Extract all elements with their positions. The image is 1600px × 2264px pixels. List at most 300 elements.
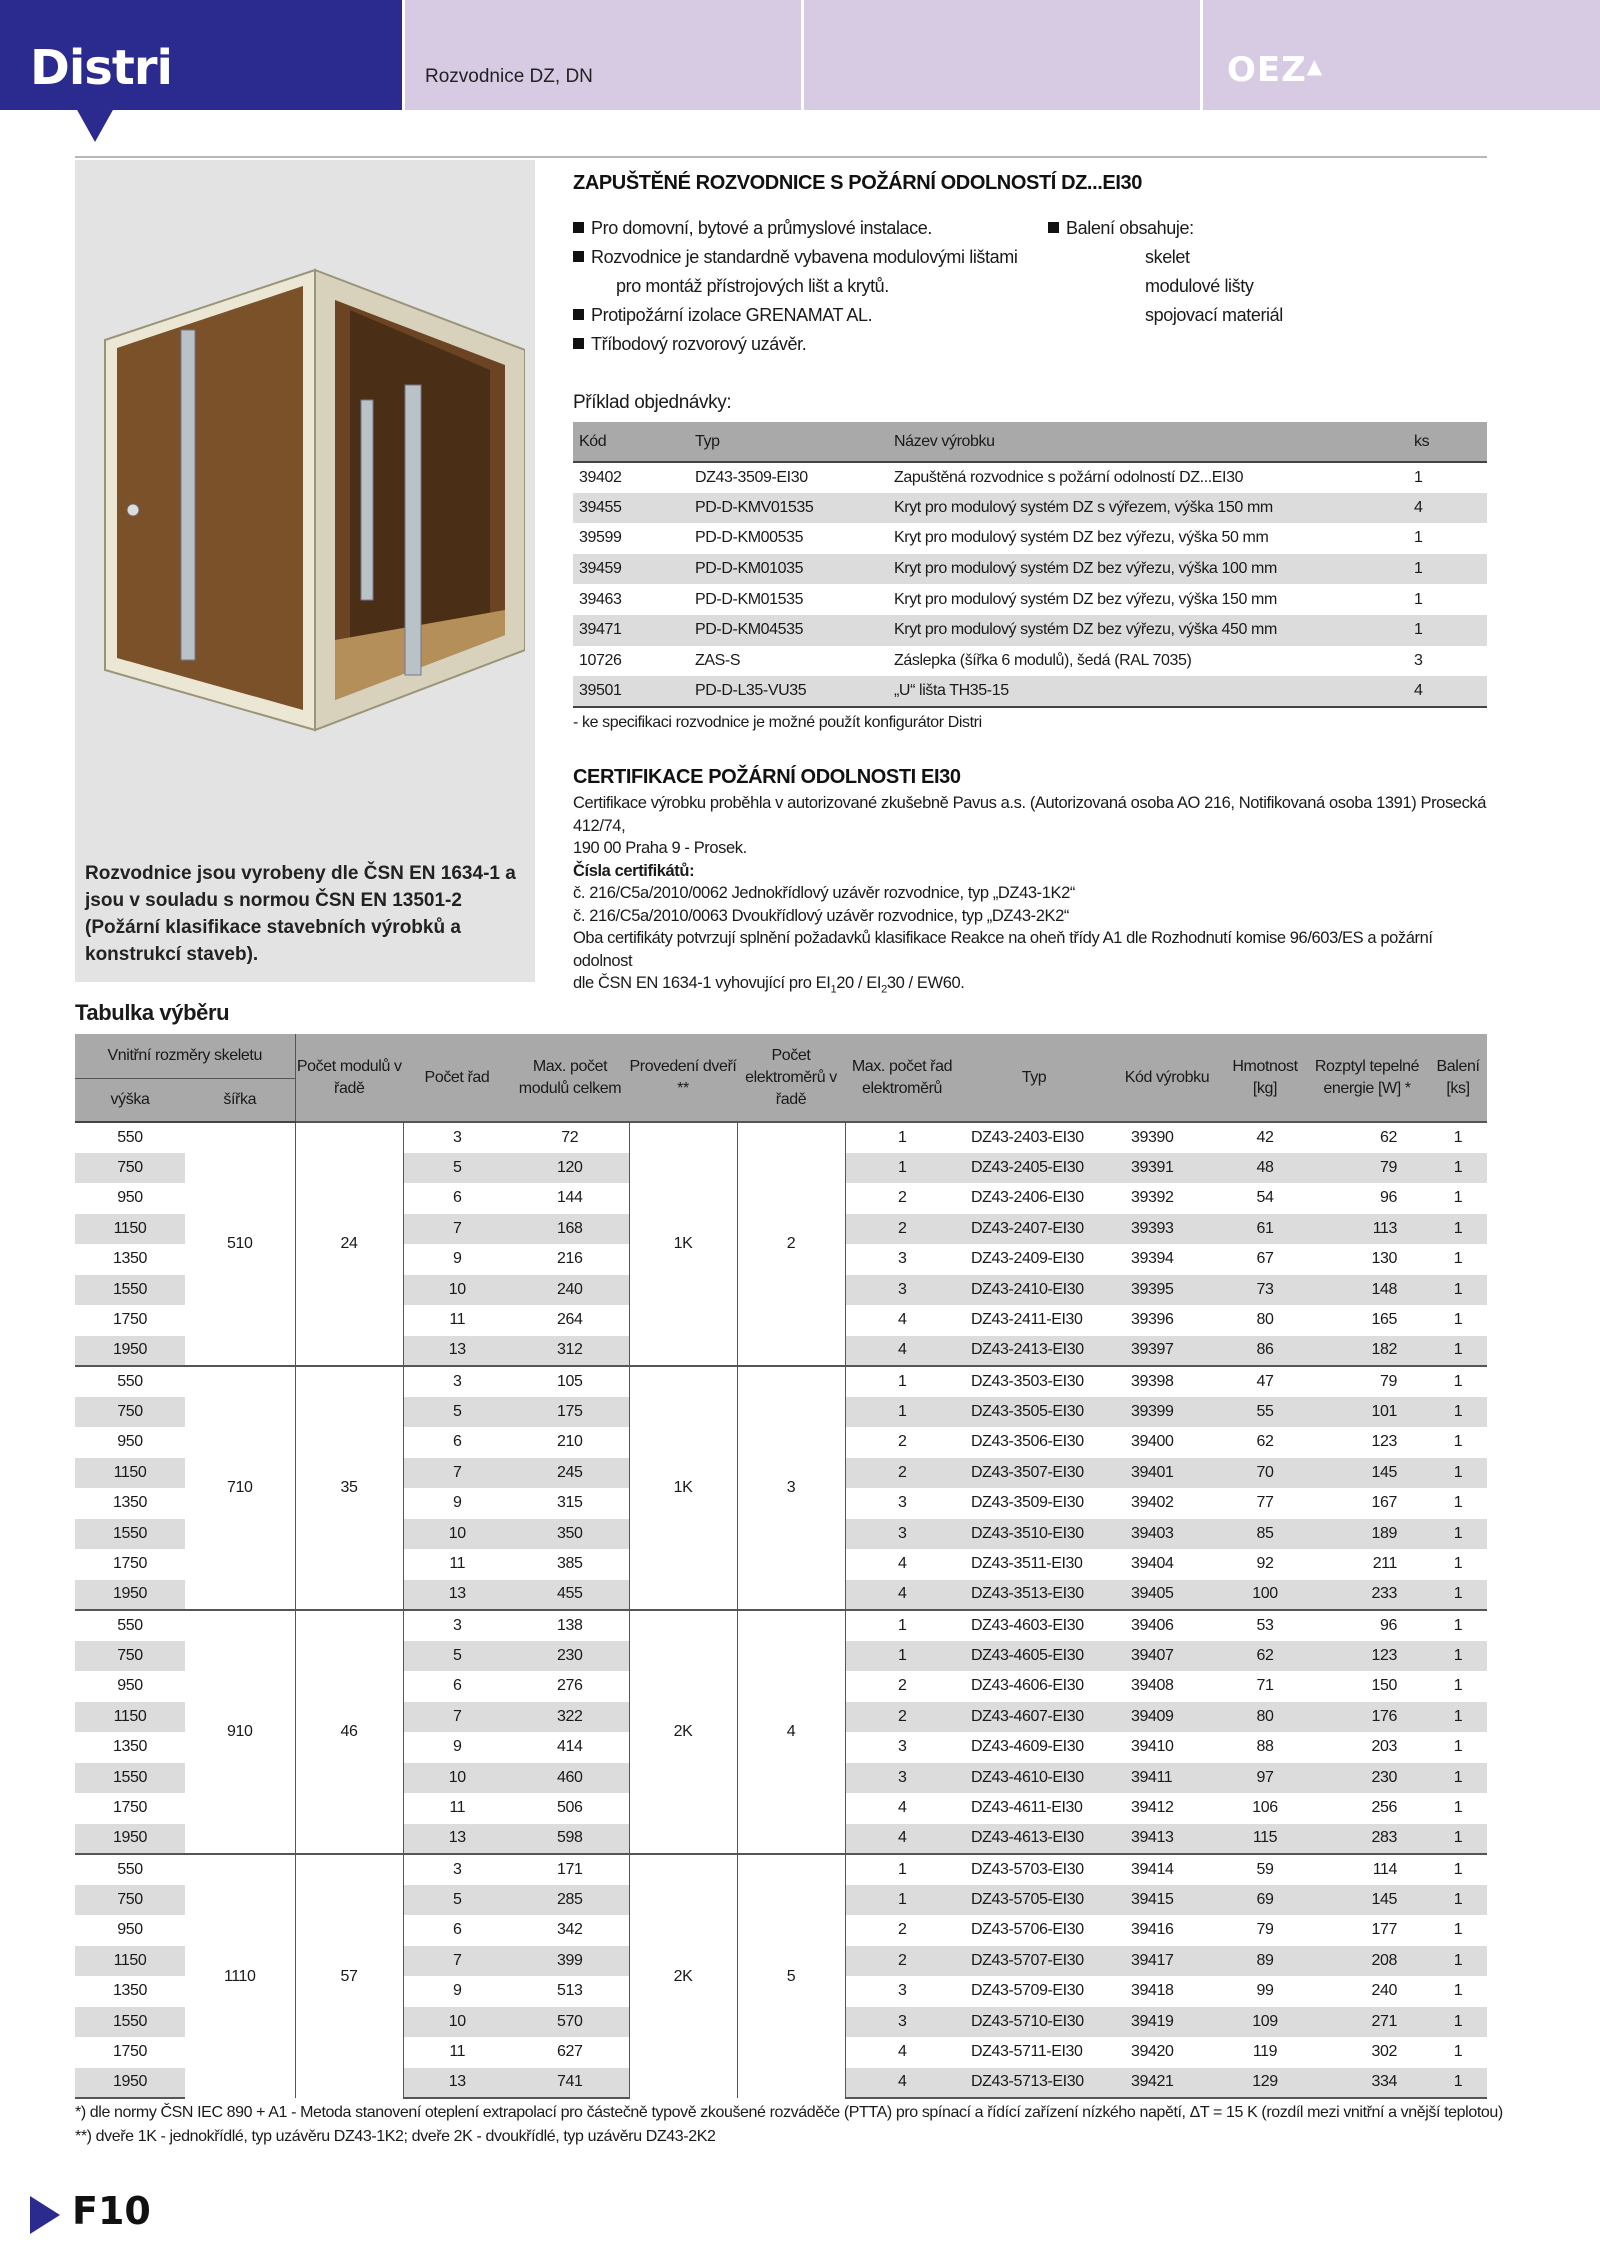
- table-cell: 3: [845, 2007, 959, 2038]
- table-cell: 302: [1371, 2043, 1397, 2061]
- table-cell: 5: [403, 1641, 511, 1672]
- table-cell: DZ43-2405-EI30: [959, 1153, 1109, 1184]
- header-arrow-icon: [76, 108, 114, 142]
- table-cell: 510: [185, 1122, 295, 1366]
- table-cell: 96: [1380, 1189, 1397, 1207]
- cert-text: [573, 792, 1493, 1001]
- table-cell: Záslepka (šířka 6 modulů), šedá (RAL 7035): [894, 651, 1192, 669]
- table-cell: 1: [1429, 1854, 1487, 1885]
- list-item: modulové lišty: [1145, 276, 1254, 296]
- table-cell: DZ43-5706-EI30: [971, 1921, 1084, 1939]
- table-cell: 9: [453, 1494, 462, 1512]
- table-cell: 79: [1305, 1366, 1429, 1397]
- table-cell: 233: [1305, 1580, 1429, 1611]
- din-rail: [405, 385, 421, 675]
- table-cell: 550: [75, 1854, 185, 1885]
- table-cell: 1K: [629, 1122, 737, 1366]
- table-cell: 42: [1225, 1122, 1305, 1153]
- table-cell: 385: [557, 1555, 583, 1573]
- table-cell: 506: [557, 1799, 583, 1817]
- table-cell: DZ43-3511-EI30: [971, 1555, 1083, 1573]
- table-cell: 1: [1453, 1311, 1463, 1329]
- footnote: *) dle normy ČSN IEC 890 + A1 - Metoda stanovení oteplení extrapolací pro částečně typově zkoušené rozváděče (PTTA) pro spínací a řídící zařízení nízkého napětí, ΔT = 15 K (rozdíl mezi vnitřní a vnější teplotou): [75, 2104, 1503, 2121]
- table-cell: 177: [1371, 1921, 1397, 1939]
- table-cell: 1: [845, 1610, 959, 1641]
- table-cell: 39398: [1109, 1366, 1225, 1397]
- table-cell: 67: [1256, 1250, 1274, 1268]
- table-cell: 3: [403, 1366, 511, 1397]
- table-cell: 1: [1453, 1433, 1463, 1451]
- table-cell: 47: [1225, 1366, 1305, 1397]
- column-header: Počet modulů v řadě: [295, 1034, 403, 1122]
- table-cell: 5: [403, 1153, 511, 1184]
- order-label: Příklad objednávky:: [573, 392, 732, 413]
- table-cell: 1: [1429, 1763, 1487, 1794]
- table-cell: 138: [511, 1610, 629, 1641]
- table-cell: 182: [1305, 1336, 1429, 1367]
- din-rail: [181, 330, 195, 660]
- table-cell: 100: [1225, 1580, 1305, 1611]
- header-logo-block: [1203, 0, 1600, 110]
- table-cell: 1: [1429, 1122, 1487, 1153]
- table-cell: 130: [1371, 1250, 1397, 1268]
- table-cell: 1150: [75, 1702, 185, 1733]
- table-cell: 950: [117, 1433, 143, 1451]
- table-cell: 2: [898, 1921, 907, 1939]
- column-header: Provedení dveří **: [629, 1034, 737, 1122]
- table-cell: 189: [1305, 1519, 1429, 1550]
- table-cell: 1: [1414, 529, 1423, 547]
- table-cell: 6: [453, 1677, 462, 1695]
- table-cell: 203: [1371, 1738, 1397, 1756]
- table-cell: 176: [1305, 1702, 1429, 1733]
- table-row: [573, 554, 1487, 585]
- table-cell: 145: [1305, 1458, 1429, 1489]
- table-cell: 62: [1225, 1641, 1305, 1672]
- table-cell: 13: [403, 1336, 511, 1367]
- table-cell: „U“ lišta TH35-15: [888, 676, 1408, 707]
- table-cell: 113: [1305, 1214, 1429, 1245]
- table-cell: DZ43-4613-EI30: [959, 1824, 1109, 1855]
- table-cell: 7: [403, 1702, 511, 1733]
- table-cell: 61: [1225, 1214, 1305, 1245]
- table-cell: 39407: [1109, 1641, 1225, 1672]
- column-header: Max. počet řad elektroměrů: [845, 1034, 959, 1122]
- table-cell: 1: [1453, 1189, 1463, 1207]
- table-cell: 1950: [75, 1824, 185, 1855]
- column-header: Rozptyl tepelné energie [W] *: [1305, 1034, 1429, 1122]
- table-cell: 1350: [113, 1982, 147, 2000]
- table-cell: 1: [1453, 1799, 1463, 1817]
- table-cell: 1: [1429, 1946, 1487, 1977]
- table-cell: 1: [1453, 1555, 1463, 1573]
- package-label: Balení obsahuje:: [1048, 214, 1348, 243]
- table-cell: DZ43-2406-EI30: [971, 1189, 1084, 1207]
- table-cell: PD-D-KM04535: [689, 615, 888, 646]
- table-cell: 11: [449, 1799, 466, 1817]
- cert-line: č. 216/C5a/2010/0063 Dvoukřídlový uzávěr rozvodnice, typ „DZ43-2K2“: [573, 906, 1069, 925]
- table-cell: 13: [403, 2068, 511, 2099]
- table-cell: Kryt pro modulový systém DZ bez výřezu, výška 450 mm: [888, 615, 1408, 646]
- cert-title: CERTIFIKACE POŽÁRNÍ ODOLNOSTI EI30: [573, 766, 961, 788]
- table-cell: Kryt pro modulový systém DZ s výřezem, výška 150 mm: [888, 493, 1408, 524]
- list-item: spojovací materiál: [1145, 305, 1283, 325]
- table-cell: DZ43-4603-EI30: [959, 1610, 1109, 1641]
- table-cell: 39416: [1131, 1921, 1174, 1939]
- table-cell: 4: [898, 1311, 907, 1329]
- column-header: Vnitřní rozměry skeletu: [75, 1034, 295, 1078]
- table-cell: 39403: [1109, 1519, 1225, 1550]
- table-cell: 2: [845, 1946, 959, 1977]
- table-cell: 256: [1371, 1799, 1397, 1817]
- table-cell: 240: [511, 1275, 629, 1306]
- table-cell: ZAS-S: [695, 651, 741, 669]
- cert-line: Oba certifikáty potvrzují splnění požadavků klasifikace Reakce na oheň třídy A1 dle Rozhodnutí komise 96/603/ES a požární odolnost: [573, 929, 1433, 970]
- table-cell: 598: [511, 1824, 629, 1855]
- table-cell: 35: [295, 1366, 403, 1610]
- table-cell: 6: [453, 1433, 462, 1451]
- table-cell: 3: [403, 1610, 511, 1641]
- column-header: výška: [75, 1078, 185, 1122]
- table-cell: 2: [845, 1214, 959, 1245]
- table-cell: 70: [1225, 1458, 1305, 1489]
- table-cell: 4: [845, 1580, 959, 1611]
- table-cell: 1: [1429, 1519, 1487, 1550]
- column-header: Typ: [689, 422, 888, 462]
- cert-numbers-label: Čísla certifikátů:: [573, 861, 695, 880]
- table-cell: 48: [1225, 1153, 1305, 1184]
- table-cell: 10: [403, 1519, 511, 1550]
- table-cell: 165: [1371, 1311, 1397, 1329]
- table-cell: 39419: [1109, 2007, 1225, 2038]
- table-cell: 414: [557, 1738, 583, 1756]
- product-title: ZAPUŠTĚNÉ ROZVODNICE S POŽÁRNÍ ODOLNOSTÍ DZ...EI30: [573, 172, 1142, 194]
- table-cell: 4: [845, 1824, 959, 1855]
- table-cell: 513: [557, 1982, 583, 2000]
- table-cell: PD-D-KM01535: [695, 590, 804, 608]
- table-cell: 39390: [1109, 1122, 1225, 1153]
- table-cell: Zapuštěná rozvodnice s požární odolností DZ...EI30: [894, 468, 1244, 486]
- table-header-row: [75, 1034, 1487, 1078]
- table-cell: 80: [1256, 1311, 1274, 1329]
- table-cell: 2K: [629, 1610, 737, 1854]
- table-cell: 2: [898, 1189, 907, 1207]
- table-cell: 106: [1252, 1799, 1278, 1817]
- table-cell: DZ43-2407-EI30: [959, 1214, 1109, 1245]
- table-cell: 39396: [1131, 1311, 1174, 1329]
- column-header: Kód výrobku: [1109, 1034, 1225, 1122]
- table-cell: 24: [295, 1122, 403, 1366]
- page-arrow-icon: [30, 2196, 60, 2234]
- table-cell: DZ43-4606-EI30: [971, 1677, 1084, 1695]
- table-cell: DZ43-4605-EI30: [959, 1641, 1109, 1672]
- table-cell: 148: [1305, 1275, 1429, 1306]
- table-cell: 39391: [1109, 1153, 1225, 1184]
- table-cell: DZ43-2413-EI30: [959, 1336, 1109, 1367]
- table-cell: Kryt pro modulový systém DZ bez výřezu, výška 100 mm: [888, 554, 1408, 585]
- table-cell: 39599: [579, 529, 622, 547]
- table-cell: PD-D-KM01035: [689, 554, 888, 585]
- bullet-icon: [1048, 222, 1059, 233]
- table-cell: 750: [75, 1641, 185, 1672]
- table-cell: 120: [511, 1153, 629, 1184]
- list-item: pro montáž přístrojových lišt a krytů.: [616, 276, 889, 296]
- table-cell: 3: [845, 1275, 959, 1306]
- bullet-icon: [573, 251, 584, 262]
- table-cell: 230: [1305, 1763, 1429, 1794]
- selection-title: Tabulka výběru: [75, 1000, 230, 1025]
- table-cell: DZ43-5707-EI30: [959, 1946, 1109, 1977]
- table-cell: 342: [557, 1921, 583, 1939]
- table-cell: 39401: [1109, 1458, 1225, 1489]
- table-cell: 312: [511, 1336, 629, 1367]
- table-cell: 1: [1429, 2007, 1487, 2038]
- table-cell: 1: [1429, 1641, 1487, 1672]
- table-row: [573, 462, 1487, 493]
- table-cell: 1: [1453, 1494, 1463, 1512]
- table-cell: 55: [1225, 1397, 1305, 1428]
- table-cell: 950: [117, 1677, 143, 1695]
- table-cell: DZ43-3507-EI30: [959, 1458, 1109, 1489]
- table-row: [573, 584, 1487, 615]
- table-cell: 39421: [1109, 2068, 1225, 2099]
- table-cell: 264: [557, 1311, 583, 1329]
- top-divider: [75, 156, 1487, 158]
- header-panel: [804, 0, 1200, 110]
- table-cell: 1: [1429, 1336, 1487, 1367]
- column-header: Balení [ks]: [1429, 1034, 1487, 1122]
- table-cell: 3: [403, 1854, 511, 1885]
- table-cell: 1950: [75, 1580, 185, 1611]
- table-cell: DZ43-5713-EI30: [959, 2068, 1109, 2099]
- table-row: [75, 1610, 1487, 1641]
- table-cell: 1350: [113, 1738, 147, 1756]
- din-rail: [361, 400, 373, 600]
- table-cell: 115: [1225, 1824, 1305, 1855]
- table-cell: 54: [1256, 1189, 1274, 1207]
- table-cell: 39412: [1131, 1799, 1174, 1817]
- table-cell: 85: [1225, 1519, 1305, 1550]
- table-cell: 57: [295, 1854, 403, 2098]
- table-cell: 4: [845, 2068, 959, 2099]
- footnote: **) dveře 1K - jednokřídlé, typ uzávěru DZ43-1K2; dveře 2K - dvoukřídlé, typ uzávěru DZ43-2K2: [75, 2128, 716, 2145]
- cabinet-illustration: [85, 210, 525, 750]
- table-cell: 72: [511, 1122, 629, 1153]
- table-cell: 62: [1305, 1122, 1429, 1153]
- list-item: Tříbodový rozvorový uzávěr.: [573, 330, 1043, 359]
- table-cell: DZ43-3509-EI30: [971, 1494, 1084, 1512]
- table-cell: 39404: [1131, 1555, 1174, 1573]
- order-note: - ke specifikaci rozvodnice je možné použít konfigurátor Distri: [573, 714, 982, 731]
- table-cell: 4: [1408, 493, 1487, 524]
- table-cell: 1150: [75, 1458, 185, 1489]
- column-header: Počet řad: [403, 1034, 511, 1122]
- table-cell: 1: [845, 1366, 959, 1397]
- standard-note: Rozvodnice jsou vyrobeny dle ČSN EN 1634-1 a jsou v souladu s normou ČSN EN 13501-2 (Požární klasifikace stavebních výrobků a konstrukcí staveb).: [85, 863, 516, 965]
- column-header: ks: [1408, 422, 1487, 462]
- table-cell: 101: [1305, 1397, 1429, 1428]
- table-cell: 92: [1256, 1555, 1274, 1573]
- table-cell: 59: [1225, 1854, 1305, 1885]
- table-cell: 80: [1225, 1702, 1305, 1733]
- table-cell: 9: [453, 1738, 462, 1756]
- table-cell: 230: [511, 1641, 629, 1672]
- table-cell: 11: [449, 1555, 466, 1573]
- table-cell: DZ43-3503-EI30: [959, 1366, 1109, 1397]
- table-cell: DZ43-5709-EI30: [971, 1982, 1084, 2000]
- table-cell: 171: [511, 1854, 629, 1885]
- oez-logo: OEZ▲: [1227, 50, 1324, 90]
- table-cell: 39413: [1109, 1824, 1225, 1855]
- table-cell: 39395: [1109, 1275, 1225, 1306]
- table-cell: 7: [403, 1458, 511, 1489]
- table-cell: 334: [1305, 2068, 1429, 2099]
- table-cell: 1550: [75, 1275, 185, 1306]
- table-cell: 168: [511, 1214, 629, 1245]
- table-cell: PD-D-KM00535: [695, 529, 804, 547]
- table-cell: 39471: [573, 615, 689, 646]
- table-cell: 150: [1371, 1677, 1397, 1695]
- table-cell: 5: [403, 1885, 511, 1916]
- table-cell: Kryt pro modulový systém DZ bez výřezu, výška 50 mm: [894, 529, 1269, 547]
- table-cell: 39418: [1131, 1982, 1174, 2000]
- table-cell: 1: [1429, 1366, 1487, 1397]
- table-cell: 455: [511, 1580, 629, 1611]
- selection-table-body: [75, 1122, 1487, 2098]
- table-cell: 1: [1429, 1275, 1487, 1306]
- cert-line: 190 00 Praha 9 - Prosek.: [573, 839, 747, 857]
- package-list: [1048, 214, 1348, 330]
- table-cell: 39408: [1131, 1677, 1174, 1695]
- table-cell: PD-D-KMV01535: [689, 493, 888, 524]
- table-cell: DZ43-4609-EI30: [971, 1738, 1084, 1756]
- brand-title: Distri: [30, 40, 172, 96]
- table-cell: 1: [1429, 1153, 1487, 1184]
- table-cell: 4: [898, 1799, 907, 1817]
- list-item: Rozvodnice je standardně vybavena modulovými lištami: [573, 243, 1043, 272]
- table-cell: 1: [845, 1153, 959, 1184]
- table-cell: Kryt pro modulový systém DZ bez výřezu, výška 150 mm: [894, 590, 1277, 608]
- table-cell: 710: [185, 1366, 295, 1610]
- table-cell: 1: [1429, 1214, 1487, 1245]
- table-cell: 39397: [1109, 1336, 1225, 1367]
- table-cell: 39402: [579, 468, 622, 486]
- table-cell: 211: [1372, 1555, 1397, 1573]
- header-subtitle: Rozvodnice DZ, DN: [425, 66, 593, 87]
- table-cell: 3: [845, 1519, 959, 1550]
- table-cell: 1: [845, 1641, 959, 1672]
- table-cell: 1550: [75, 1763, 185, 1794]
- table-cell: 1: [845, 1397, 959, 1428]
- table-cell: 79: [1256, 1921, 1274, 1939]
- selection-table: [75, 1034, 1487, 2099]
- table-cell: 145: [1305, 1885, 1429, 1916]
- table-cell: 39399: [1109, 1397, 1225, 1428]
- table-cell: 7: [403, 1946, 511, 1977]
- table-cell: 144: [557, 1189, 583, 1207]
- table-cell: 3: [737, 1366, 845, 1610]
- table-cell: 73: [1225, 1275, 1305, 1306]
- order-table: [573, 422, 1487, 708]
- table-cell: 39414: [1109, 1854, 1225, 1885]
- table-cell: DZ43-4610-EI30: [959, 1763, 1109, 1794]
- table-cell: 285: [511, 1885, 629, 1916]
- table-header-row: [573, 422, 1487, 462]
- table-cell: 77: [1256, 1494, 1274, 1512]
- list-item: Pro domovní, bytové a průmyslové instalace.: [573, 214, 1043, 243]
- table-cell: DZ43-5710-EI30: [959, 2007, 1109, 2038]
- table-cell: 3: [898, 1982, 907, 2000]
- table-cell: 1750: [113, 1799, 147, 1817]
- table-cell: DZ43-3505-EI30: [959, 1397, 1109, 1428]
- table-cell: 550: [75, 1122, 185, 1153]
- table-cell: 1550: [75, 2007, 185, 2038]
- table-cell: 1: [845, 1854, 959, 1885]
- table-cell: 950: [117, 1189, 143, 1207]
- table-cell: 71: [1256, 1677, 1274, 1695]
- table-cell: 1: [1414, 468, 1423, 486]
- table-cell: 9: [453, 1250, 462, 1268]
- table-cell: 750: [75, 1153, 185, 1184]
- table-row: [573, 676, 1487, 707]
- table-cell: 627: [557, 2043, 583, 2061]
- table-cell: 322: [511, 1702, 629, 1733]
- table-cell: 276: [557, 1677, 583, 1695]
- table-row: [573, 646, 1487, 677]
- table-cell: 1: [1429, 1702, 1487, 1733]
- table-cell: 79: [1305, 1153, 1429, 1184]
- table-cell: 570: [511, 2007, 629, 2038]
- table-cell: DZ43-2409-EI30: [971, 1250, 1084, 1268]
- table-cell: DZ43-2403-EI30: [959, 1122, 1109, 1153]
- list-item: Protipožární izolace GRENAMAT AL.: [573, 301, 1043, 330]
- table-cell: 741: [511, 2068, 629, 2099]
- table-cell: DZ43-3509-EI30: [695, 468, 808, 486]
- table-cell: 39400: [1131, 1433, 1174, 1451]
- table-cell: 11: [449, 1311, 466, 1329]
- table-cell: 3: [845, 1763, 959, 1794]
- table-cell: 5: [737, 1854, 845, 2098]
- column-header: Název výrobku: [888, 422, 1408, 462]
- table-cell: 39406: [1109, 1610, 1225, 1641]
- table-cell: PD-D-L35-VU35: [689, 676, 888, 707]
- table-cell: 1K: [629, 1366, 737, 1610]
- table-cell: 11: [449, 2043, 466, 2061]
- table-cell: 240: [1371, 1982, 1397, 2000]
- table-cell: 123: [1371, 1433, 1397, 1451]
- table-cell: 399: [511, 1946, 629, 1977]
- table-cell: 129: [1225, 2068, 1305, 2099]
- header-panel: [405, 0, 801, 110]
- table-cell: 99: [1256, 1982, 1274, 2000]
- table-cell: 2: [845, 1702, 959, 1733]
- table-cell: 114: [1305, 1854, 1429, 1885]
- table-cell: 910: [185, 1610, 295, 1854]
- table-cell: 1: [1414, 590, 1423, 608]
- table-cell: 6: [453, 1189, 462, 1207]
- table-cell: 13: [403, 1824, 511, 1855]
- table-row: [75, 1122, 1487, 1153]
- table-cell: 105: [511, 1366, 629, 1397]
- table-cell: 1550: [75, 1519, 185, 1550]
- table-cell: 4: [737, 1610, 845, 1854]
- table-cell: 3: [898, 1494, 907, 1512]
- table-cell: 1: [1408, 554, 1487, 585]
- table-cell: 1: [1453, 1738, 1463, 1756]
- column-header: Typ: [959, 1034, 1109, 1122]
- table-cell: 39409: [1109, 1702, 1225, 1733]
- table-cell: 10726: [579, 651, 622, 669]
